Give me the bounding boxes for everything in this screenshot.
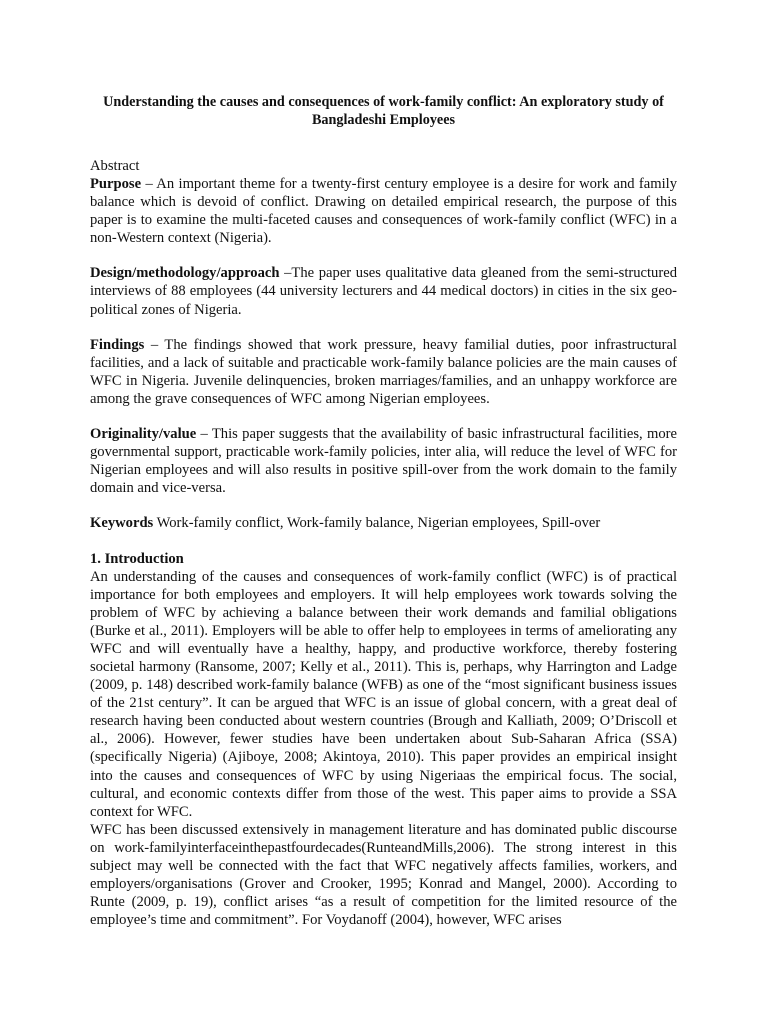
- paper-title: Understanding the causes and consequences of work-family conflict: An exploratory study of Bangladeshi Employees: [103, 94, 664, 128]
- originality-text: – This paper suggests that the availability of basic infrastructural facilities, more governmental support, practicable work-family policies, inter alia, will reduce the level of WFC for Nigerian employees and will also results in positive spill-over from the work domain to the family domain and vice-versa.: [90, 426, 677, 497]
- introduction-paragraph-2: WFC has been discussed extensively in management literature and has dominated public discourse on work-familyinterfaceinthepastfourdecades(RunteandMills,2006). The strong interest in this subject may well be connected with the fact that WFC negatively affects families, workers, and employers/organisations (Grover and Crooker, 1995; Konrad and Mangel, 2000). According to Runte (2009, p. 19), conflict arises “as a result of competition for the limited resource of the employee’s time and commitment”. For Voydanoff (2004), however, WFC arises: [90, 821, 677, 929]
- keywords-label: Keywords: [90, 515, 154, 532]
- design-text: –The paper uses qualitative data gleaned from the semi-structured interviews of 88 employees (44 university lecturers and 44 medical doctors) in cities in the six geo-political zones of Nigeria.: [90, 265, 677, 318]
- keywords: [90, 514, 677, 532]
- purpose-label: Purpose: [90, 176, 142, 192]
- design-label: Design/methodology/approach: [90, 265, 280, 282]
- abstract-label: Abstract: [90, 158, 140, 174]
- purpose-text: – An important theme for a twenty-first century employee is a desire for work and family balance which is devoid of conflict. Drawing on detailed empirical research, the purpose of this paper is to examine the multi-faceted causes and consequences of work-family conflict (WFC) in a non-Western context (Nigeria).: [90, 176, 677, 247]
- findings-label: Findings: [90, 336, 145, 353]
- paper-page: [90, 93, 677, 929]
- keywords-text: Work-family conflict, Work-family balance, Nigerian employees, Spill-over: [153, 515, 601, 532]
- originality-label: Originality/value: [90, 426, 197, 443]
- abstract-findings: [90, 336, 677, 408]
- abstract-originality: [90, 425, 677, 497]
- abstract-purpose: [90, 175, 677, 247]
- findings-text: – The findings showed that work pressure, heavy familial duties, poor infrastructural facilities, and a lack of suitable and practicable work-family balance policies are the main causes of WFC in Nigeria. Juvenile delinquencies, broken marriages/families, and an unhappy workforce are among the grave consequences of WFC among Nigerian employees.: [90, 336, 677, 407]
- section-heading-introduction: 1. Introduction: [90, 550, 184, 567]
- abstract-design: [90, 264, 677, 318]
- introduction-paragraph-1: An understanding of the causes and consequences of work-family conflict (WFC) is of practical importance for both employees and employers. It will help employees work towards solving the problem of WFC by achieving a balance between their work demands and familial obligations (Burke et al., 2011). Employers will be able to offer help to employees in terms of ameliorating any WFC and will eventually have a healthy, happy, and productive workforce, thereby fostering societal harmony (Ransome, 2007; Kelly et al., 2011). This is, perhaps, why Harrington and Ladge (2009, p. 148) described work-family balance (WFB) as one of the “most significant business issues of the 21st century”. It can be argued that WFC is an issue of global concern, with a great deal of research having been conducted about western countries (Brough and Kalliath, 2009; O’Driscoll et al., 2006). However, fewer studies have been undertaken about Sub-Saharan Africa (SSA) (specifically Nigeria) (Ajiboye, 2008; Akintoya, 2010). This paper provides an empirical insight into the causes and consequences of WFC by using Nigeriaas the empirical focus. The social, cultural, and economic contexts differ from those of the west. This paper aims to provide a SSA context for WFC.: [90, 568, 677, 820]
